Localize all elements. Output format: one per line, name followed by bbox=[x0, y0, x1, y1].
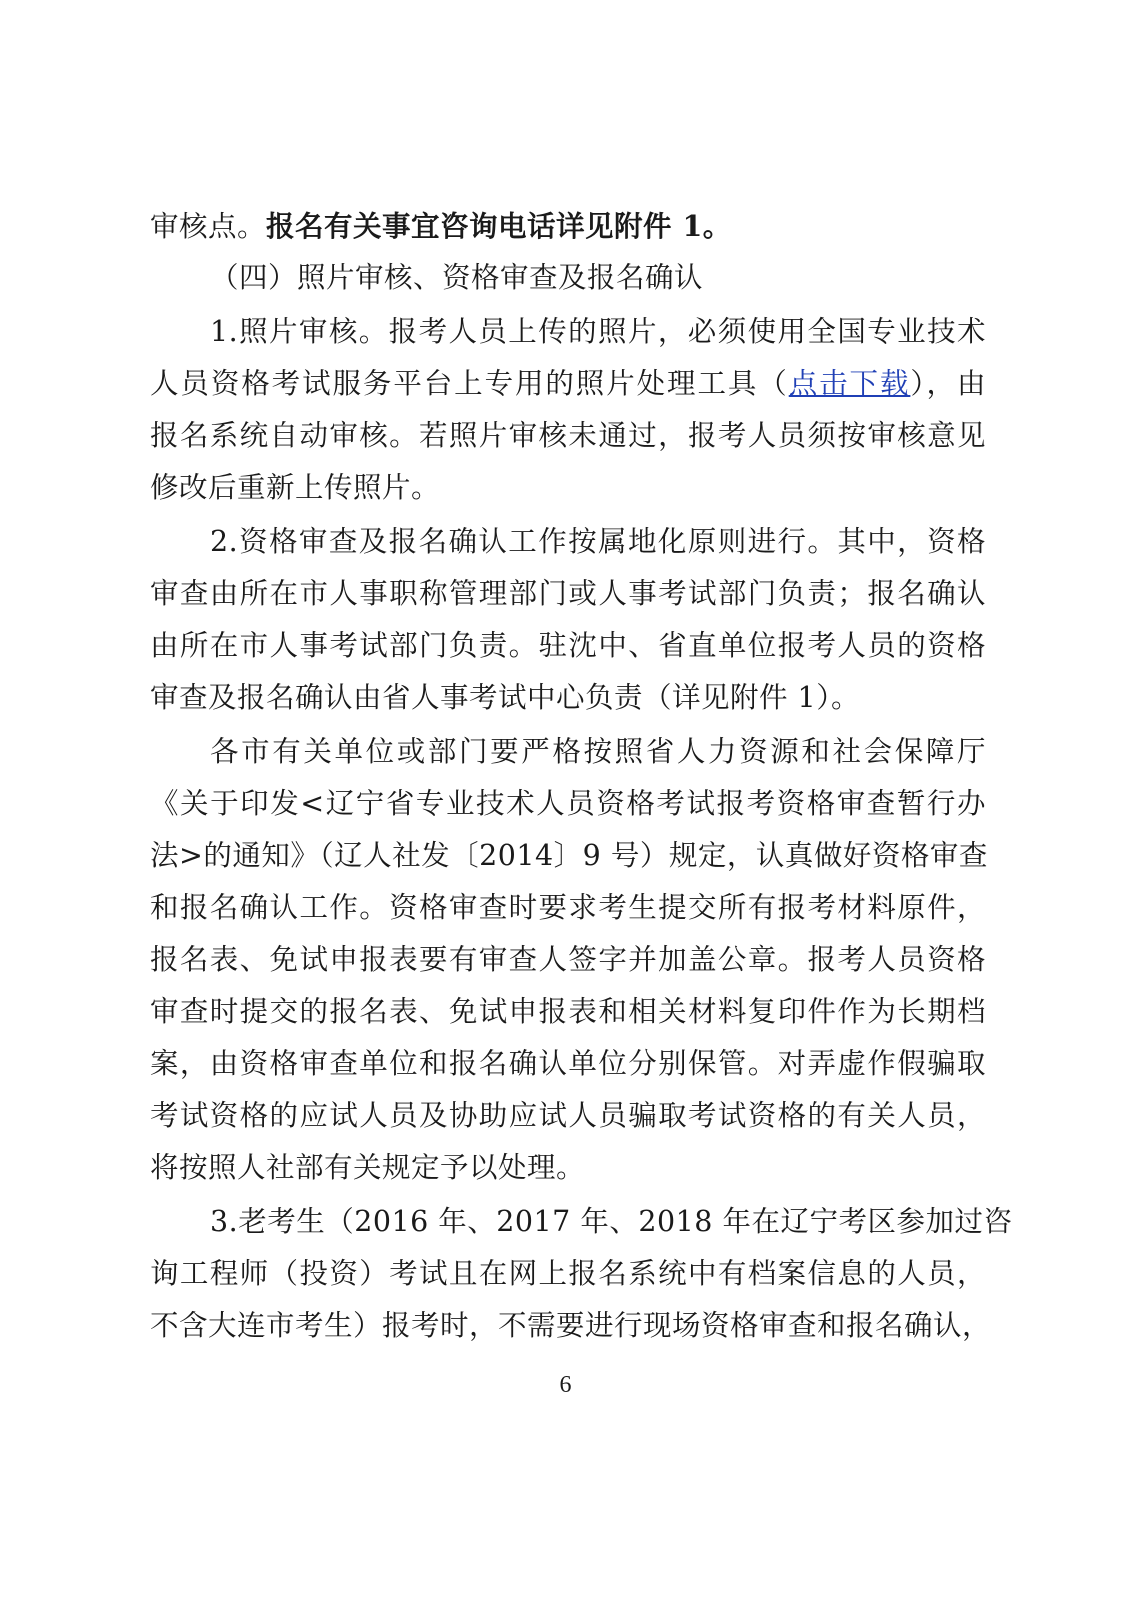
text-run: 审核点。 bbox=[150, 210, 267, 243]
paragraph-line: 案，由资格审查单位和报名确认单位分别保管。对弄虚作假骗取 bbox=[150, 1047, 986, 1080]
paragraph-line: 审查时提交的报名表、免试申报表和相关材料复印件作为长期档 bbox=[150, 995, 986, 1028]
paragraph-line: 报名系统自动审核。若照片审核未通过，报考人员须按审核意见 bbox=[150, 419, 986, 452]
paragraph-line: 询工程师（投资）考试且在网上报名系统中有档案信息的人员， bbox=[150, 1257, 986, 1290]
section-heading: （四）照片审核、资格审查及报名确认 bbox=[210, 261, 704, 294]
paragraph-line: 由所在市人事考试部门负责。驻沈中、省直单位报考人员的资格 bbox=[150, 629, 986, 662]
paragraph-line: 《关于印发<辽宁省专业技术人员资格考试报考资格审查暂行办 bbox=[150, 787, 986, 820]
paragraph-line: 报名表、免试申报表要有审查人签字并加盖公章。报考人员资格 bbox=[150, 943, 986, 976]
paragraph-line: 2.资格审查及报名确认工作按属地化原则进行。其中，资格 bbox=[210, 525, 986, 558]
paragraph-line: 和报名确认工作。资格审查时要求考生提交所有报考材料原件， bbox=[150, 891, 986, 924]
text-run: 人员资格考试服务平台上专用的照片处理工具（ bbox=[150, 367, 789, 400]
bold-text-run: 报名有关事宜咨询电话详见附件 1。 bbox=[266, 209, 732, 243]
paragraph-line: 1.照片审核。报考人员上传的照片，必须使用全国专业技术 bbox=[210, 315, 986, 348]
download-link[interactable]: 点击下载 bbox=[788, 367, 911, 400]
paragraph-line: 3.老考生（2016 年、2017 年、2018 年在辽宁考区参加过咨 bbox=[210, 1205, 1013, 1238]
paragraph-line: 修改后重新上传照片。 bbox=[150, 471, 441, 504]
paragraph-line: 将按照人社部有关规定予以处理。 bbox=[150, 1151, 586, 1184]
paragraph-line: 法>的通知》（辽人社发〔2014〕9 号）规定，认真做好资格审查 bbox=[150, 839, 988, 872]
paragraph-line: 审查及报名确认由省人事考试中心负责（详见附件 1）。 bbox=[150, 681, 860, 714]
paragraph-line: 审查由所在市人事职称管理部门或人事考试部门负责；报名确认 bbox=[150, 577, 986, 610]
paragraph-line: 不含大连市考生）报考时，不需要进行现场资格审查和报名确认， bbox=[150, 1309, 992, 1342]
paragraph-line: 考试资格的应试人员及协助应试人员骗取考试资格的有关人员， bbox=[150, 1099, 986, 1132]
text-run: ），由 bbox=[910, 367, 986, 400]
paragraph-line bbox=[150, 206, 986, 247]
paragraph-line bbox=[150, 364, 986, 404]
page-number: 6 bbox=[559, 1372, 572, 1398]
paragraph-line: 各市有关单位或部门要严格按照省人力资源和社会保障厅 bbox=[210, 735, 986, 768]
